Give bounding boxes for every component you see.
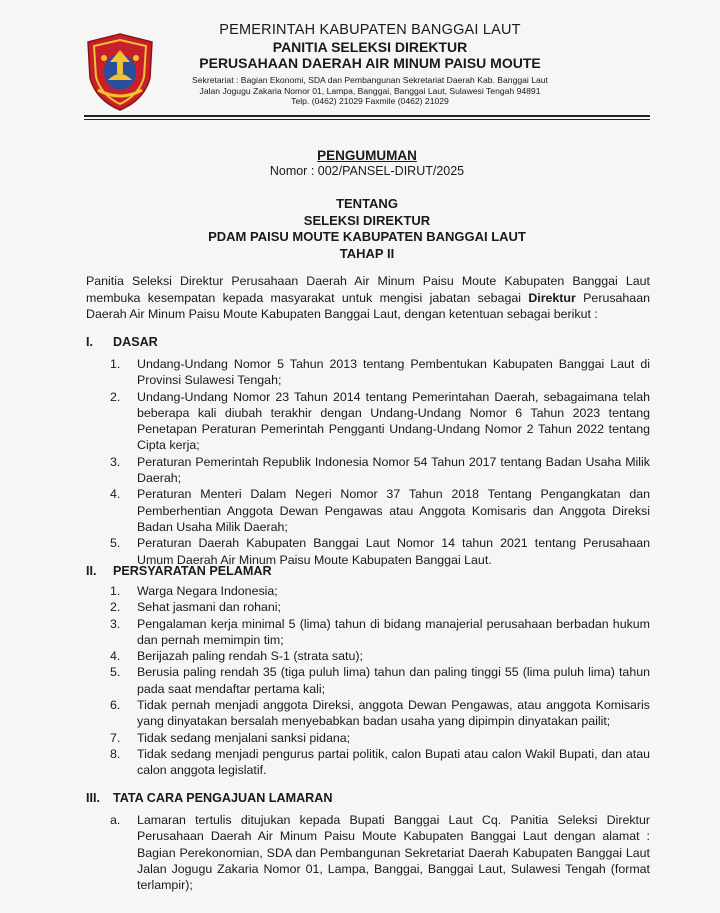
subject-line-2: PDAM PAISU MOUTE KABUPATEN BANGGAI LAUT <box>208 229 526 244</box>
list-item-text: Peraturan Pemerintah Republik Indonesia Nomor 54 Tahun 2017 tentang Badan Usaha Milik Daerah; <box>137 454 650 486</box>
section-list-persyaratan <box>110 583 650 779</box>
list-item-number: 5. <box>110 665 121 680</box>
letterhead-secretariat: Sekretariat : Bagian Ekonomi, SDA dan Pembangunan Sekretariat Daerah Kab. Banggai Laut <box>192 75 548 85</box>
section-title: TATA CARA PENGAJUAN LAMARAN <box>113 791 333 805</box>
subject-line-3: TAHAP II <box>339 245 395 261</box>
list-item-text: Lamaran tertulis ditujukan kepada Bupati Banggai Laut Cq. Panitia Seleksi Direktur Perusahaan Daerah Air Minum Paisu Moute Kabupaten Banggai Laut dengan alamat : Bagian Perekonomian, SDA dan Pembangunan Sekretariat Daerah Kabupaten Banggai Laut Jalan Jogugu Zakaria Nomor 01, Lampa, Banggai, Banggai Laut, Sulawesi Tengah (format terlampir); <box>137 813 650 893</box>
list-item <box>110 454 650 487</box>
list-item <box>110 389 650 454</box>
section-list-tata-cara <box>110 812 650 893</box>
list-item <box>110 812 650 893</box>
list-item <box>110 730 650 746</box>
list-item-text: Peraturan Menteri Dalam Negeri Nomor 37 Tahun 2018 Tentang Pengangkatan dan Pemberhentian Anggota Dewan Pengawas atau Anggota Komisaris dan Anggota Direksi Badan Usaha Milik Daerah; <box>137 487 650 534</box>
list-item <box>110 583 650 599</box>
section-title: PERSYARATAN PELAMAR <box>113 564 272 578</box>
letterhead-rule-thick <box>84 115 650 117</box>
intro-text-bold: Direktur <box>528 290 576 305</box>
section-title: DASAR <box>113 335 158 349</box>
list-item-number: 4. <box>110 649 121 664</box>
intro-text-after: Perusahaan Daerah Air Minum Paisu Moute Kabupaten Banggai Laut, dengan ketentuan sebagai berikut : <box>86 290 650 321</box>
section-heading-dasar <box>86 335 158 349</box>
list-item <box>110 356 650 389</box>
list-item-number: 8. <box>110 746 121 761</box>
list-item <box>110 664 650 697</box>
list-item-number: 7. <box>110 730 121 745</box>
letterhead-committee: PANITIA SELEKSI DIREKTUR <box>272 39 468 55</box>
list-item-number: 1. <box>110 357 121 371</box>
letterhead-rule-thin <box>84 119 650 120</box>
letterhead <box>150 22 590 107</box>
section-heading-persyaratan <box>86 564 272 578</box>
list-item-number: 1. <box>110 584 121 598</box>
list-item-number: a. <box>110 813 121 827</box>
list-item-text: Berijazah paling rendah S-1 (strata satu); <box>137 649 363 664</box>
list-item-number: 5. <box>110 536 121 551</box>
intro-text-before: Panitia Seleksi Direktur Perusahaan Daerah Air Minum Paisu Moute Kabupaten Banggai Laut membuka kesempatan kepada masyarakat untuk mengisi jabatan sebagai <box>86 274 650 305</box>
announcement-heading: PENGUMUMAN <box>317 148 417 163</box>
list-item-text: Tidak pernah menjadi anggota Direksi, anggota Dewan Pengawas, atau anggota Komisaris yang dinyatakan bersalah menyebabkan badan usaha yang dipimpin dinyatakan pailit; <box>137 698 650 729</box>
section-list-dasar <box>110 356 650 568</box>
letterhead-phone: Telp. (0462) 21029 Faxmile (0462) 21029 <box>291 96 449 106</box>
intro-paragraph <box>86 273 650 323</box>
list-item <box>110 616 650 649</box>
list-item-text: Undang-Undang Nomor 23 Tahun 2014 tentang Pemerintahan Daerah, sebagaimana telah beberapa kali diubah terakhir dengan Undang-Undang Nomor 6 Tahun 2023 tentang Penetapan Peraturan Pemerintah Pengganti Undang-Undang Nomor 2 Tahun 2022 tentang Cipta kerja; <box>137 389 650 453</box>
list-item-text: Pengalaman kerja minimal 5 (lima) tahun di bidang manajerial perusahaan berbadan hukum dan pernah memimpin tim; <box>137 616 650 647</box>
list-item-number: 2. <box>110 389 121 404</box>
list-item <box>110 648 650 664</box>
list-item <box>110 697 650 730</box>
list-item-text: Tidak sedang menjalani sanksi pidana; <box>137 730 351 745</box>
list-item-number: 3. <box>110 454 121 469</box>
section-number: III. <box>86 791 100 805</box>
list-item-text: Berusia paling rendah 35 (tiga puluh lima) tahun dan paling tinggi 55 (lima puluh lima) tahun pada saat mendaftar pertama kali; <box>137 665 650 696</box>
list-item-text: Sehat jasmani dan rohani; <box>137 600 281 615</box>
list-item <box>110 599 650 615</box>
list-item-text: Undang-Undang Nomor 5 Tahun 2013 tentang Pembentukan Kabupaten Banggai Laut di Provinsi Sulawesi Tengah; <box>137 357 650 388</box>
list-item-number: 6. <box>110 698 121 713</box>
list-item-number: 4. <box>110 487 121 502</box>
announcement-subject <box>84 196 650 262</box>
letterhead-street: Jalan Jogugu Zakaria Nomor 01, Lampa, Banggai, Banggai Laut, Sulawesi Tengah 94891 <box>199 85 541 96</box>
section-number: II. <box>86 564 97 578</box>
letterhead-government: PEMERINTAH KABUPATEN BANGGAI LAUT <box>219 22 521 38</box>
regency-crest-icon <box>84 32 156 112</box>
list-item-number: 3. <box>110 616 121 631</box>
list-item <box>110 486 650 535</box>
list-item-text: Tidak sedang menjadi pengurus partai politik, calon Bupati atau calon Wakil Bupati, dan atau calon anggota legislatif. <box>137 746 650 778</box>
list-item-text: Warga Negara Indonesia; <box>137 584 278 598</box>
subject-tentang: TENTANG <box>336 196 398 211</box>
announcement-number: Nomor : 002/PANSEL-DIRUT/2025 <box>269 164 465 178</box>
section-number: I. <box>86 335 93 349</box>
letterhead-company: PERUSAHAAN DAERAH AIR MINUM PAISU MOUTE <box>199 55 541 71</box>
list-item <box>110 535 650 568</box>
list-item-text: Peraturan Daerah Kabupaten Banggai Laut Nomor 14 tahun 2021 tentang Perusahaan Umum Daerah Air Minum Paisu Moute Kabupaten Banggai Laut. <box>137 536 650 567</box>
subject-line-1: SELEKSI DIREKTUR <box>303 212 431 228</box>
section-heading-tata-cara <box>86 791 332 805</box>
list-item <box>110 746 650 779</box>
list-item-number: 2. <box>110 600 121 615</box>
